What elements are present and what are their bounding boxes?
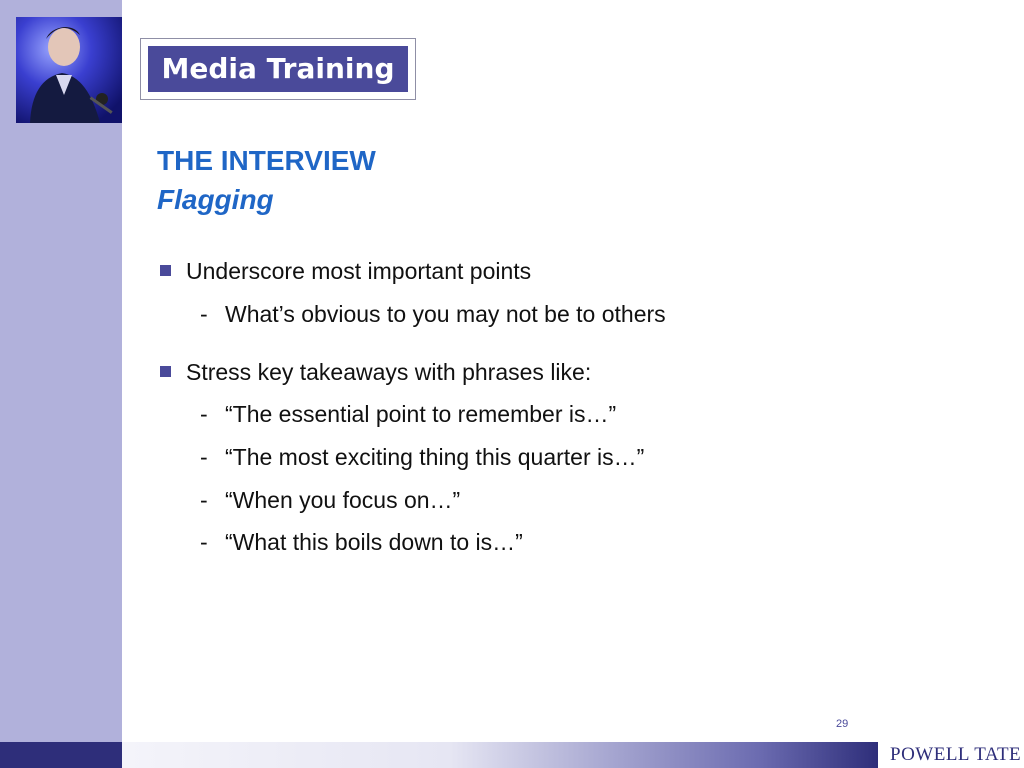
- sub-bullet-item: “What this boils down to is…”: [225, 529, 523, 555]
- bullet-item: Stress key takeaways with phrases like:: [186, 359, 592, 385]
- sub-bullet-dash: -: [200, 529, 208, 555]
- sub-bullet-dash: -: [200, 301, 208, 327]
- sub-bullet-item: “The most exciting thing this quarter is…”: [225, 444, 645, 470]
- powell-tate-logo: POWELL TATE: [890, 744, 1022, 765]
- sub-bullet-dash: -: [200, 401, 208, 427]
- sub-bullet-item: What’s obvious to you may not be to others: [225, 301, 666, 327]
- media-training-badge: Media Training: [148, 46, 408, 92]
- media-training-badge-frame: [140, 38, 416, 100]
- bullet-square-icon: [160, 265, 171, 276]
- sub-bullet-item: “The essential point to remember is…”: [225, 401, 617, 427]
- sub-bullet-dash: -: [200, 444, 208, 470]
- bullet-square-icon: [160, 366, 171, 377]
- sub-bullet-item: “When you focus on…”: [225, 487, 461, 513]
- footer-band: [0, 742, 1024, 768]
- page-number: 29: [836, 718, 849, 730]
- slide-title: THE INTERVIEW: [157, 145, 376, 176]
- bullet-item: Underscore most important points: [186, 258, 532, 284]
- speaker-photo: [16, 17, 122, 123]
- sub-bullet-dash: -: [200, 487, 208, 513]
- slide-subtitle: Flagging: [157, 184, 274, 215]
